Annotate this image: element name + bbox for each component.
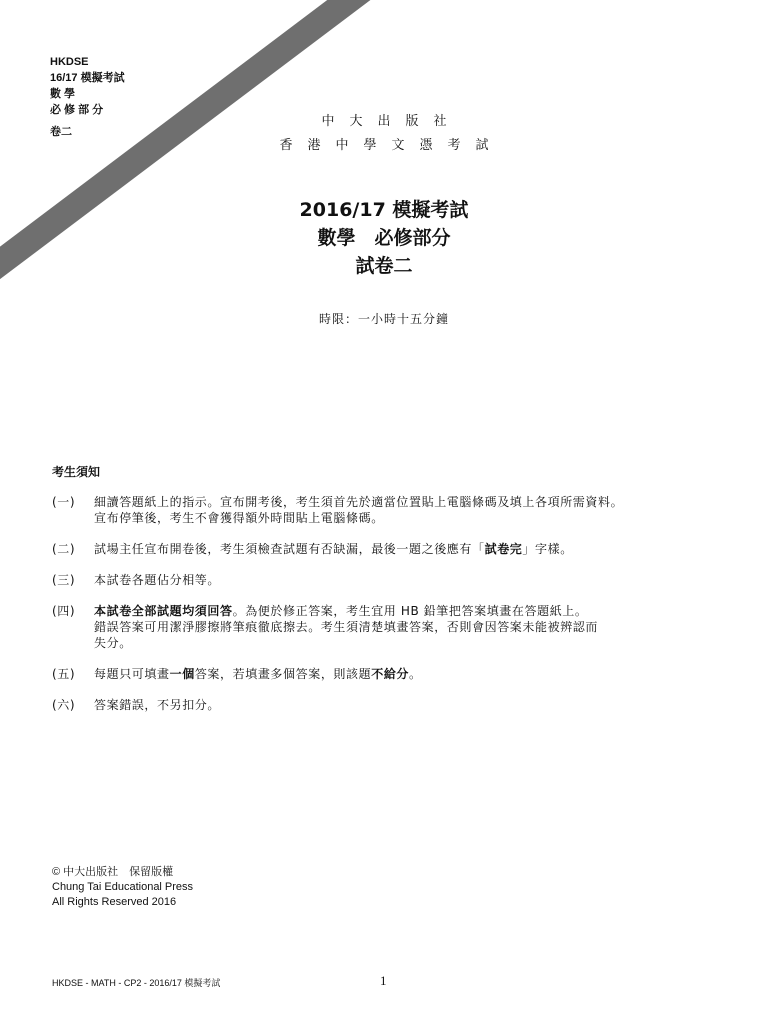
instruction-number: (四)	[52, 604, 76, 618]
instruction-text-segment: 」字樣。	[522, 542, 573, 556]
copyright-line: Chung Tai Educational Press	[52, 881, 194, 893]
instruction-text	[94, 541, 722, 557]
time-limit: 時限：一小時十五分鐘	[318, 312, 449, 326]
corner-label-line: 必 修 部 分	[50, 104, 104, 116]
instruction-text-segment: 。	[409, 667, 422, 681]
instruction-text-segment: 。為便於修正答案，考生宜用 HB 鉛筆把答案填畫在答題紙上。	[232, 604, 588, 618]
instruction-item	[52, 494, 722, 526]
instruction-emphasis: 一個	[169, 667, 195, 681]
corner-label-line: HKDSE	[50, 56, 89, 68]
instruction-number: (一)	[52, 495, 76, 509]
page-number: 1	[380, 973, 387, 988]
instruction-text-segment: 每題只可填畫	[94, 667, 170, 681]
exam-board: 香港中學文憑考試	[279, 138, 504, 153]
instruction-text	[94, 603, 722, 619]
instruction-emphasis: 試卷完	[484, 542, 523, 556]
instructions-list	[52, 494, 722, 728]
instruction-item	[52, 572, 722, 588]
instruction-number: (三)	[52, 573, 76, 587]
instruction-text: 錯誤答案可用潔淨膠擦將筆痕徹底擦去。考生須清楚填畫答案，否則會因答案未能被辨認而	[94, 620, 599, 634]
corner-label-paper: 卷二	[50, 126, 72, 138]
instruction-emphasis: 本試卷全部試題均須回答	[94, 604, 233, 618]
instruction-item	[52, 603, 722, 651]
title-line: 2016/17 模擬考試	[299, 199, 469, 221]
copyright-block	[52, 865, 193, 910]
instruction-text: 細讀答題紙上的指示。宣布開考後，考生須首先於適當位置貼上電腦條碼及填上各項所需資料。	[94, 495, 624, 509]
instruction-text: 宣布停筆後，考生不會獲得額外時間貼上電腦條碼。	[94, 511, 384, 525]
instruction-text	[94, 666, 722, 682]
instruction-emphasis: 不給分	[371, 667, 410, 681]
copyright-line: © 中大出版社 保留版權	[52, 866, 174, 878]
instruction-item	[52, 541, 722, 557]
instruction-text: 答案錯誤，不另扣分。	[94, 698, 221, 712]
instruction-number: (六)	[52, 698, 76, 712]
instruction-text: 本試卷各題佔分相等。	[94, 573, 221, 587]
page-title	[0, 196, 768, 280]
instruction-item	[52, 697, 722, 713]
copyright-line: All Rights Reserved 2016	[52, 896, 177, 908]
corner-label-line: 數 學	[50, 88, 76, 100]
instruction-number: (五)	[52, 667, 76, 681]
title-line: 試卷二	[355, 255, 413, 277]
title-line: 數學 必修部分	[317, 227, 451, 249]
instruction-number: (二)	[52, 542, 76, 556]
instruction-item	[52, 666, 722, 682]
instruction-text-segment: 試場主任宣布開卷後，考生須檢查試題有否缺漏，最後一題之後應有「	[94, 542, 485, 556]
publisher: 中大出版社	[321, 114, 462, 129]
instruction-text: 失分。	[94, 636, 132, 650]
corner-label-line: 16/17 模擬考試	[50, 72, 125, 84]
instruction-text-segment: 答案，若填畫多個答案，則該題	[194, 667, 372, 681]
footer-code: HKDSE - MATH - CP2 - 2016/17 模擬考試	[52, 978, 221, 988]
instructions-heading: 考生須知	[52, 465, 101, 479]
band-label: MC	[135, 94, 166, 123]
